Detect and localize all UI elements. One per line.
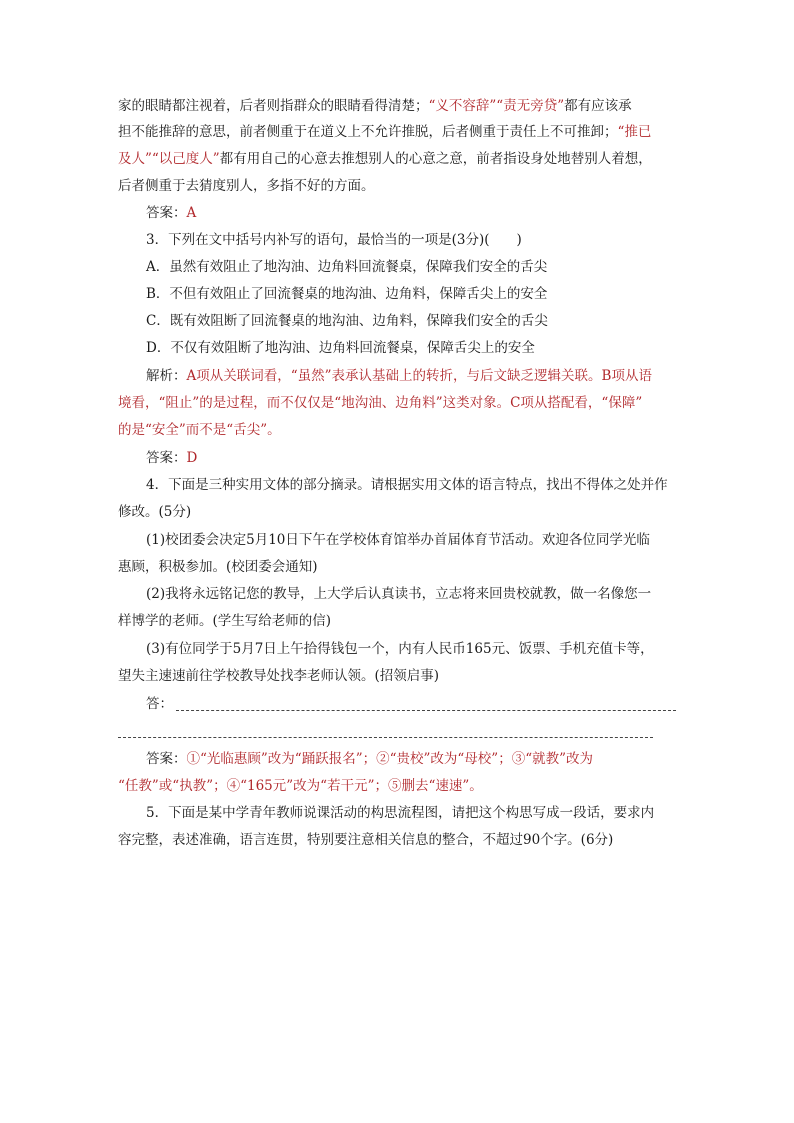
answer-prompt: 答： bbox=[146, 696, 173, 712]
intro-highlight: “推已 bbox=[617, 124, 652, 140]
question-5-stem-2: 容完整，表述准确，语言连贯，特别要注意相关信息的整合，不超过90个字。(6分) bbox=[118, 832, 614, 848]
intro-highlight: “义不容辞”“责无旁贷” bbox=[428, 98, 565, 114]
analysis-line-1 bbox=[146, 366, 706, 386]
answer-value: D bbox=[186, 450, 198, 466]
question-3-option-a: A．虽然有效阻止了地沟油、边角料回流餐桌，保障我们安全的舌尖 bbox=[146, 259, 548, 275]
analysis-line-3: 的是“安全”而不是“舌尖”。 bbox=[118, 422, 281, 438]
analysis-text: A项从关联词看，“虽然”表承认基础上的转折，与后文缺乏逻辑关联。B项从语 bbox=[186, 368, 652, 384]
answer-label: 答案： bbox=[146, 450, 187, 466]
intro-text: 都有用自己的心意去推想别人的心意之意，前者指设身处地替别人着想， bbox=[219, 151, 652, 167]
answer-blank-line-2 bbox=[118, 737, 653, 738]
answer-4-line-1 bbox=[146, 749, 706, 769]
answer-label: 答案： bbox=[146, 205, 187, 221]
intro-line-3 bbox=[118, 149, 678, 169]
intro-highlight: 及人”“以己度人” bbox=[118, 151, 220, 167]
intro-text: 家的眼睛都注视着，后者则指群众的眼睛看得清楚； bbox=[118, 98, 429, 114]
question-4-item-2-line-1: (2)我将永远铭记您的教导，上大学后认真读书，立志将来回贵校就教，做一名像您一 bbox=[146, 586, 652, 602]
intro-line-4: 后者侧重于去猜度别人，多指不好的方面。 bbox=[118, 178, 375, 194]
analysis-line-2: 境看，“阻止”的是过程，而不仅仅是“地沟油、边角料”这类对象。C项从搭配看，“保障” bbox=[118, 395, 643, 411]
question-4-item-2-line-2: 样博学的老师。(学生写给老师的信) bbox=[118, 613, 332, 629]
question-4-stem-2: 修改。(5分) bbox=[118, 504, 192, 520]
answer-blank-line-1 bbox=[176, 710, 676, 711]
question-3-option-d: D．不仅有效阻断了地沟油、边角料回流餐桌，保障舌尖上的安全 bbox=[146, 340, 535, 356]
question-3-stem: 3．下列在文中括号内补写的语句，最恰当的一项是(3分)( ) bbox=[146, 232, 522, 248]
answer-text: ①“光临惠顾”改为“踊跃报名”；②“贵校”改为“母校”；③“就教”改为 bbox=[186, 751, 594, 767]
answer-2 bbox=[146, 203, 706, 223]
question-4-item-3-line-2: 望失主速速前往学校教导处找李老师认领。(招领启事) bbox=[118, 668, 440, 684]
intro-line-1 bbox=[118, 96, 678, 116]
intro-text: 都有应该承 bbox=[564, 98, 632, 114]
question-4-item-3-line-1: (3)有位同学于5月7日上午拾得钱包一个，内有人民币165元、饭票、手机充值卡等， bbox=[146, 641, 654, 657]
answer-4-line-2: “任教”或“执教”；④“165元”改为“若干元”；⑤删去“速速”。 bbox=[118, 778, 483, 794]
answer-value: A bbox=[186, 205, 197, 221]
question-4-item-1-line-2: 惠顾，积极参加。(校团委会通知) bbox=[118, 559, 318, 575]
question-3-option-c: C．既有效阻断了回流餐桌的地沟油、边角料，保障我们安全的舌尖 bbox=[146, 313, 548, 329]
answer-3 bbox=[146, 448, 706, 468]
question-3-option-b: B．不但有效阻止了回流餐桌的地沟油、边角料，保障舌尖上的安全 bbox=[146, 286, 548, 302]
question-5-stem-1: 5．下面是某中学青年教师说课活动的构思流程图，请把这个构思写成一段话，要求内 bbox=[146, 805, 655, 821]
question-4-stem-1: 4．下面是三种实用文体的部分摘录。请根据实用文体的语言特点，找出不得体之处并作 bbox=[146, 477, 668, 493]
intro-line-2 bbox=[118, 122, 678, 142]
question-4-item-1-line-1: (1)校团委会决定5月10日下午在学校体育馆举办首届体育节活动。欢迎各位同学光临 bbox=[146, 532, 650, 548]
intro-text: 担不能推辞的意思，前者侧重于在道义上不允许推脱，后者侧重于责任上不可推卸； bbox=[118, 124, 618, 140]
analysis-label: 解析： bbox=[146, 368, 187, 384]
answer-label: 答案： bbox=[146, 751, 187, 767]
